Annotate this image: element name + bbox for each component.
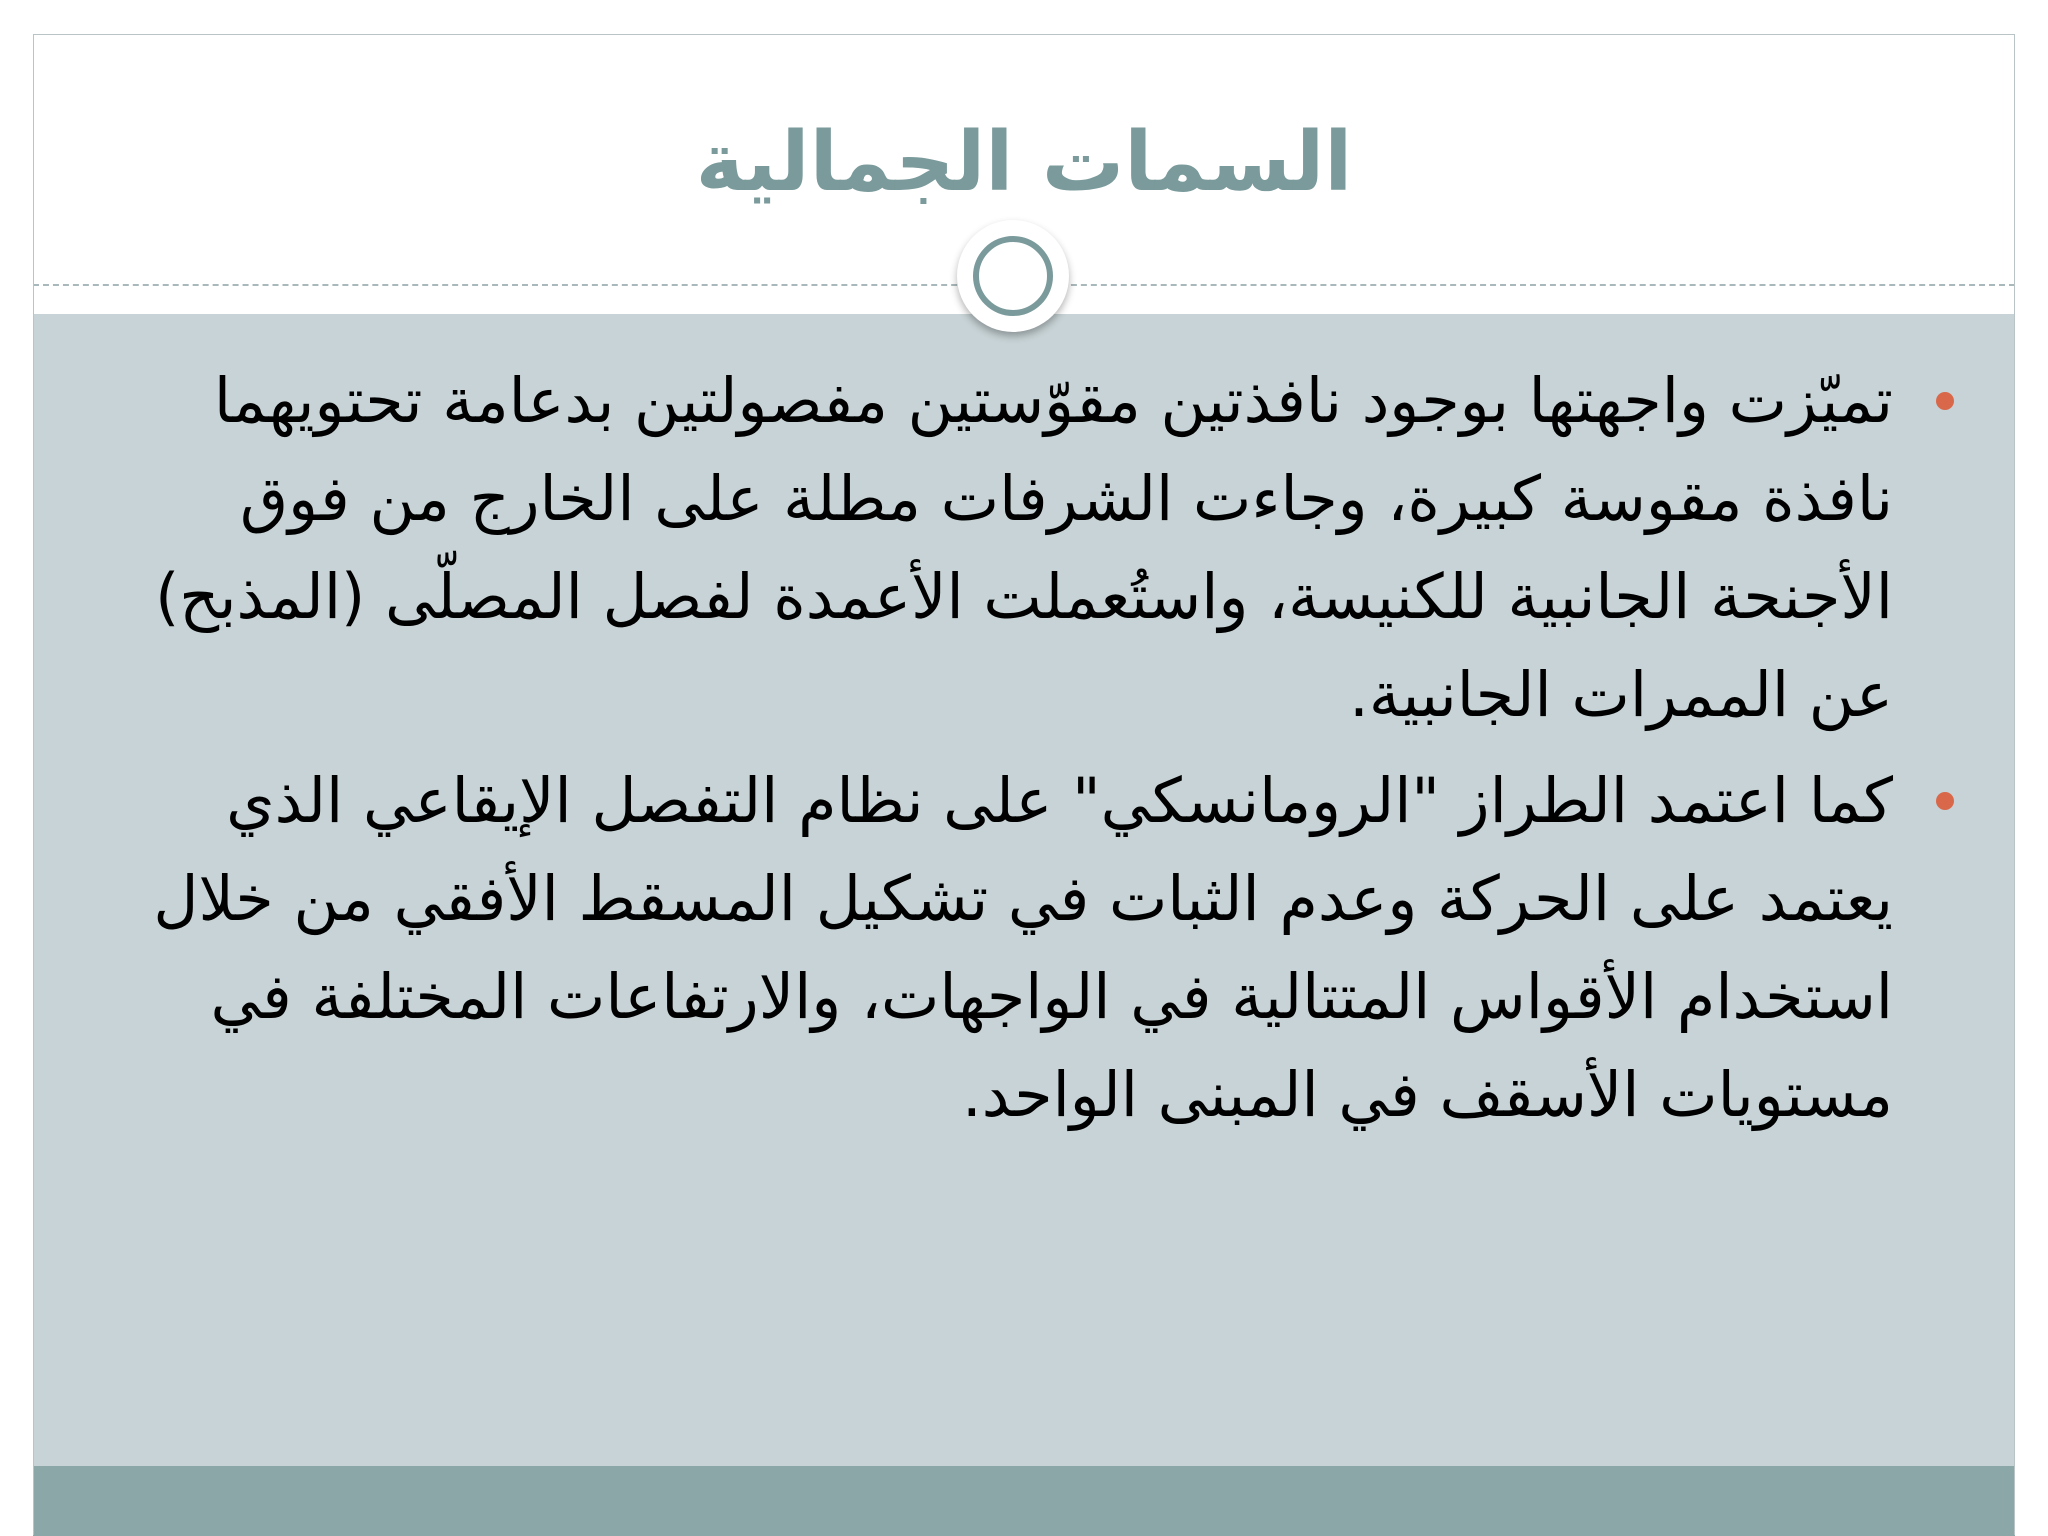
footer-band (33, 1466, 2015, 1536)
circle-ornament-icon (957, 220, 1069, 332)
slide-title: السمات الجمالية (695, 115, 1353, 210)
bullet-text: تميّزت واجهتها بوجود نافذتين مقوّستين مفصولتين بدعامة تحتويهما نافذة مقوسة كبيرة، وجاءت الشرفات مطلة على الخارج من فوق الأجنحة الجانبية للكنيسة، واستُعملت الأعمدة لفصل المصلّى (المذبح) عن الممرات الجانبية. (155, 364, 1893, 731)
bullet-dot-icon (1936, 792, 1954, 810)
bullet-item (128, 752, 1968, 1144)
bullet-dot-icon (1936, 392, 1954, 410)
slide (33, 34, 2015, 1536)
bullet-text: كما اعتمد الطراز "الرومانسكي" على نظام التفصل الإيقاعي الذي يعتمد على الحركة وعدم الثبات في تشكيل المسقط الأفقي من خلال استخدام الأقواس المتتالية في الواجهات، والارتفاعات المختلفة في مستويات الأسقف في المبنى الواحد. (153, 764, 1893, 1131)
bullet-item (128, 352, 1968, 744)
bullet-list (128, 352, 1968, 1144)
